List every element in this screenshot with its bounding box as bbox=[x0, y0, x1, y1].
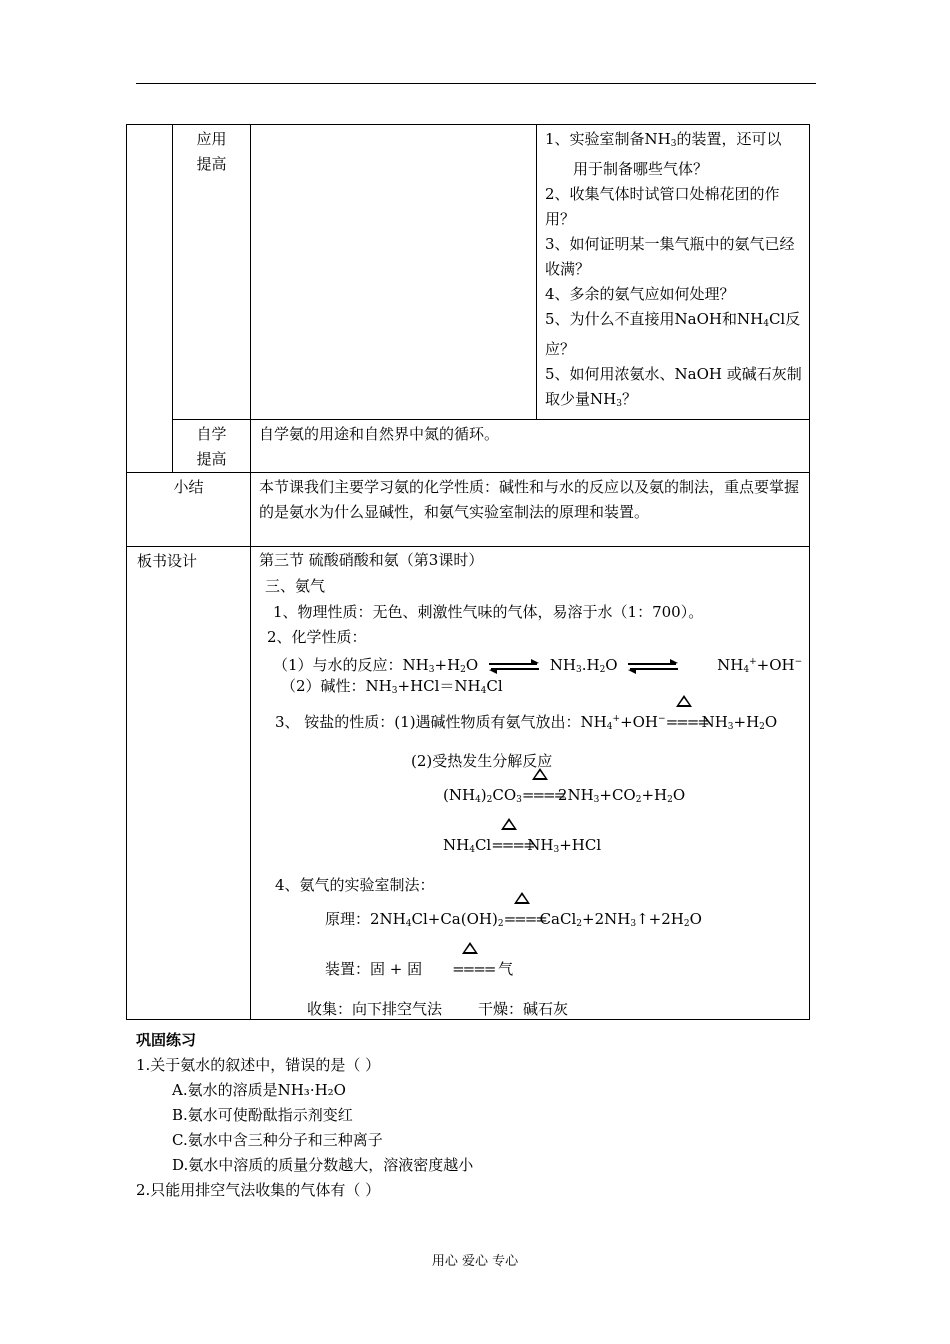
equilibrium-arrow-1 bbox=[489, 661, 539, 671]
q1-option-d: D.氨水中溶质的质量分数越大，溶液密度越小 bbox=[172, 1156, 474, 1174]
lesson-table bbox=[126, 124, 810, 1020]
q1-option-c: C.氨水中含三种分子和三种离子 bbox=[172, 1131, 383, 1149]
decomposition-label: (2)受热发生分解反应 bbox=[411, 752, 553, 770]
equilibrium-arrow-2 bbox=[628, 661, 678, 671]
question-1: 1、实验室制备$NH_3$的装置，还可以 用于制备哪些气体？ bbox=[545, 130, 782, 178]
decomposition-1: $(NH_4)_2CO_3$ $====2NH_3+CO_2+H_2O$ bbox=[443, 784, 685, 811]
question-2: 2、收集气体时试管口处棉花团的作用？ bbox=[545, 185, 780, 228]
heat-triangle-icon bbox=[676, 695, 692, 707]
reaction-basic: （2）碱性：$NH_3+HCl=NH_4Cl$ bbox=[281, 677, 503, 696]
heat-condition: ==== bbox=[522, 784, 558, 806]
question-3: 3、如何证明某一集气瓶中的氨气已经收满？ bbox=[545, 235, 795, 278]
app-questions bbox=[537, 125, 810, 420]
q1-option-b: B.氨水可使酚酞指示剂变红 bbox=[172, 1106, 353, 1124]
heat-condition: ==== bbox=[666, 711, 702, 733]
heat-triangle-icon bbox=[501, 818, 517, 830]
board-content bbox=[251, 547, 810, 1020]
blank-cell bbox=[127, 125, 173, 473]
heat-condition: ==== bbox=[504, 908, 540, 930]
lab-preparation-title: 4、氨气的实验室制法： bbox=[275, 876, 435, 894]
heat-condition: ==== bbox=[491, 834, 527, 856]
question-5: 5、为什么不直接用NaOH和$NH_4Cl$反应？ bbox=[545, 310, 801, 358]
exercise-section bbox=[136, 1028, 796, 1203]
heat-triangle-icon bbox=[462, 942, 478, 954]
lab-principle: 原理：$2NH_4Cl+Ca(OH)_2$ $====CaCl_2+2NH_3↑+2H_2O$ bbox=[325, 908, 702, 935]
exercise-heading: 巩固练习 bbox=[136, 1031, 197, 1049]
reaction-water: （1）与水的反应：$NH_3+H_2O$ $NH_3.H_2O$ $NH_4^++OH^-$ bbox=[273, 656, 803, 675]
exercise-q1: 1.关于氨水的叙述中，错误的是（ ） bbox=[136, 1056, 381, 1074]
heat-triangle-icon bbox=[514, 892, 530, 904]
exercise-q2: 2.只能用排空气法收集的气体有（ ） bbox=[136, 1181, 381, 1199]
header-rule bbox=[136, 83, 816, 84]
board-label: 板书设计 bbox=[127, 547, 251, 1020]
lab-collect-dry: 收集：向下排空气法 干燥：碱石灰 bbox=[307, 1000, 569, 1018]
heat-triangle-icon bbox=[532, 768, 548, 780]
app-label: 应用 提高 bbox=[173, 125, 251, 420]
summary-label: 小结 bbox=[127, 473, 251, 547]
question-6: 5、如何用浓氨水、NaOH 或碱石灰制取少量$NH_3$？ bbox=[545, 365, 802, 409]
summary-text: 本节课我们主要学习氨的化学性质：碱性和与水的反应以及氨的制法，重点要掌握的是氨水为什么显碱性，和氨气实验室制法的原理和装置。 bbox=[251, 473, 810, 547]
ammonium-properties: 3、 铵盐的性质：(1)遇碱性物质有氨气放出：$NH_4^++OH^-$ $====NH_3+H_2O$ bbox=[275, 708, 777, 738]
board-section: 三、氨气 bbox=[265, 577, 326, 595]
decomposition-2: $NH_4Cl$ $====NH_3+HCl$ bbox=[443, 834, 601, 861]
question-4: 4、多余的氨气应如何处理？ bbox=[545, 285, 735, 303]
self-text: 自学氨的用途和自然界中氮的循环。 bbox=[251, 420, 810, 473]
heat-condition: ==== bbox=[452, 958, 488, 980]
board-title: 第三节 硫酸硝酸和氨（第3课时） bbox=[259, 551, 484, 569]
app-empty-cell bbox=[251, 125, 537, 420]
q1-option-a: A.氨水的溶质是NH₃·H₂O bbox=[172, 1081, 346, 1099]
page-footer: 用心 爱心 专心 bbox=[431, 1254, 519, 1269]
self-label: 自学 提高 bbox=[173, 420, 251, 473]
lab-device: 装置：固 + 固 ==== 气 bbox=[325, 958, 513, 980]
chemical-properties: 2、化学性质： bbox=[267, 628, 367, 646]
physical-properties: 1、物理性质：无色、刺激性气味的气体，易溶于水（1：700）。 bbox=[273, 603, 704, 621]
